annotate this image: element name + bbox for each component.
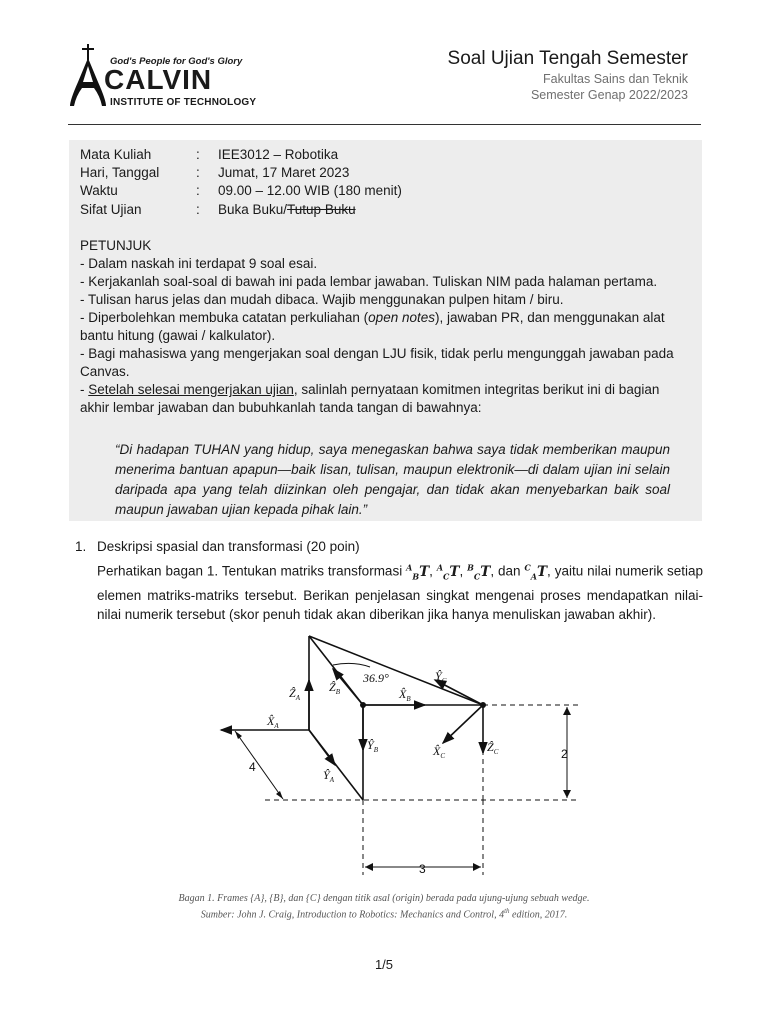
axis-ya (309, 730, 335, 765)
instruction-item (80, 309, 690, 345)
course-label: Mata Kuliah (80, 147, 152, 162)
question-number: 1. (75, 539, 87, 554)
dim-arrow (365, 863, 373, 871)
dim-arrow (473, 863, 481, 871)
instruction-item (80, 381, 690, 417)
exam-title: Soal Ujian Tengah Semester (447, 48, 688, 69)
matrix-ac (437, 564, 460, 580)
separator: , (459, 563, 468, 579)
course-value: IEE3012 – Robotika (218, 147, 339, 162)
label-yb: $Ŷ_B$ (367, 738, 378, 754)
figure-source (80, 907, 688, 920)
dim-arrow (563, 707, 571, 715)
time-label: Waktu (80, 183, 118, 198)
origin-b (360, 702, 366, 708)
dimension-3: 3 (419, 862, 426, 876)
date-value: Jumat, 17 Maret 2023 (218, 165, 350, 180)
time-value: 09.00 – 12.00 WIB (180 menit) (218, 183, 402, 198)
dim-arrow (235, 731, 242, 739)
instruction-emphasis: open notes (368, 310, 435, 325)
matrix-sup: A (406, 562, 413, 572)
separator: , dan (490, 563, 525, 579)
question-1-heading (75, 539, 360, 554)
matrix-bc (467, 564, 490, 580)
date-colon: : (196, 165, 200, 180)
exam-type-value (218, 202, 356, 217)
page-number: 1/5 (374, 957, 394, 972)
semester-name: Semester Genap 2022/2023 (530, 88, 688, 102)
instruction-text: ), jawaban PR, dan menggunakan alat bantu hitung (gawai / kalkulator). (80, 310, 665, 343)
label-zb: Ẑ$_B$ (329, 680, 340, 696)
matrix-sup: A (436, 562, 444, 572)
matrix-sub: A (530, 571, 537, 582)
dim-arrow (563, 790, 571, 798)
instructions (80, 237, 690, 417)
axis-xc (443, 705, 483, 743)
source-text: Sumber: John J. Craig, Introduction to Robotics: Mechanics and Control, 4 (200, 909, 505, 921)
dimension-2: 2 (561, 747, 568, 761)
matrix-symbol: T (449, 563, 460, 580)
exam-type-label: Sifat Ujian (80, 202, 142, 217)
instructions-title: PETUNJUK (80, 238, 152, 253)
instruction-text: - Diperbolehkan membuka catatan perkuliahan ( (80, 310, 369, 325)
exam-type-colon: : (196, 202, 200, 217)
separator: , (429, 563, 437, 579)
instruction-item: - Dalam naskah ini terdapat 9 soal esai. (80, 256, 318, 271)
label-yc: $Ŷ_C$ (435, 669, 447, 685)
tagline: God's People for God's Glory (110, 56, 243, 67)
label-xa: $X̂_A$ (267, 714, 279, 730)
question-text: , yaitu nilai numerik setiap elemen matriks-matriks tersebut. Berikan penjelasan singkat mengenai proses mendapatkan nilai-nilai numerik tersebut (skor penuh tidak akan diberikan jika hanya menuliskan jawaban akhir). (97, 563, 703, 623)
matrix-sup: B (467, 562, 474, 572)
course-colon: : (196, 147, 200, 162)
instruction-item: - Kerjakanlah soal-soal di bawah ini pada lembar jawaban. Tuliskan NIM pada halaman pertama. (80, 274, 658, 289)
matrix-sub: B (412, 571, 420, 582)
wedge-frames-diagram (215, 625, 595, 885)
matrix-ca (524, 564, 547, 580)
matrix-symbol: T (480, 563, 491, 580)
instruction-item: - Bagi mahasiswa yang mengerjakan soal dengan LJU fisik, tidak perlu mengunggah jawaban pada Canvas. (80, 346, 674, 379)
instruction-dash: - (80, 382, 89, 397)
matrix-symbol: T (419, 563, 430, 580)
matrix-sub: C (473, 571, 481, 582)
instruction-item: - Tulisan harus jelas dan mudah dibaca. Wajib menggunakan pulpen hitam / biru. (80, 292, 564, 307)
angle-arc (333, 663, 370, 667)
faculty-name: Fakultas Sains dan Teknik (543, 72, 688, 86)
instruction-underlined: Setelah selesai mengerjakan ujian (88, 382, 294, 397)
label-ya: $Ŷ_A$ (323, 768, 334, 784)
dimension-4: 4 (249, 760, 256, 774)
matrix-sub: C (443, 571, 450, 582)
question-text: Perhatikan bagan 1. Tentukan matriks transformasi (97, 563, 407, 579)
source-text: edition, 2017. (509, 909, 568, 921)
date-label: Hari, Tanggal (80, 165, 160, 180)
matrix-sup: C (524, 562, 531, 572)
closed-book-struck-text: Tutup Buku (287, 202, 356, 217)
axis-zb (333, 669, 363, 705)
figure-caption: Bagan 1. Frames {A}, {B}, dan {C} dengan titik asal (origin) berada pada ujung-ujung sebuah wedge. (178, 893, 590, 904)
integrity-statement: “Di hadapan TUHAN yang hidup, saya menegaskan bahwa saya tidak memberikan maupun menerima bantuan apapun—baik lisan, tulisan, maupun elektronik—di dalam ujian ini selain daripada apa yang telah diizinkan oleh pengajar, dan tidak akan menyebarkan baik soal maupun jawaban ujian kepada pihak lain.” (115, 442, 670, 517)
matrix-symbol: T (537, 563, 548, 580)
label-xb: $X̂_B$ (399, 687, 411, 703)
brand-name: CALVIN (104, 64, 213, 95)
dimension-line-4 (235, 731, 283, 799)
label-za: Ẑ$_A$ (289, 686, 300, 702)
angle-label: 36.9° (363, 671, 389, 685)
origin-c (480, 702, 486, 708)
open-book-text: Buka Buku/ (218, 202, 288, 217)
header-divider (68, 124, 701, 125)
source-superscript: th (504, 907, 510, 915)
instruction-text: , salinlah pernyataan komitmen integritas berikut ini di bagian akhir lembar jawaban dan bubuhkanlah tanda tangan di bawahnya: (80, 382, 660, 415)
exam-info-box (69, 140, 702, 521)
dim-arrow (276, 791, 283, 799)
brand-subtitle: INSTITUTE OF TECHNOLOGY (110, 97, 257, 108)
label-xc: $X̂_C$ (433, 744, 446, 760)
label-zc: Ẑ$_C$ (487, 740, 499, 756)
matrix-ab (406, 564, 429, 580)
question-1-body (97, 558, 703, 624)
time-colon: : (196, 183, 200, 198)
question-title: Deskripsi spasial dan transformasi (20 poin) (97, 539, 360, 554)
